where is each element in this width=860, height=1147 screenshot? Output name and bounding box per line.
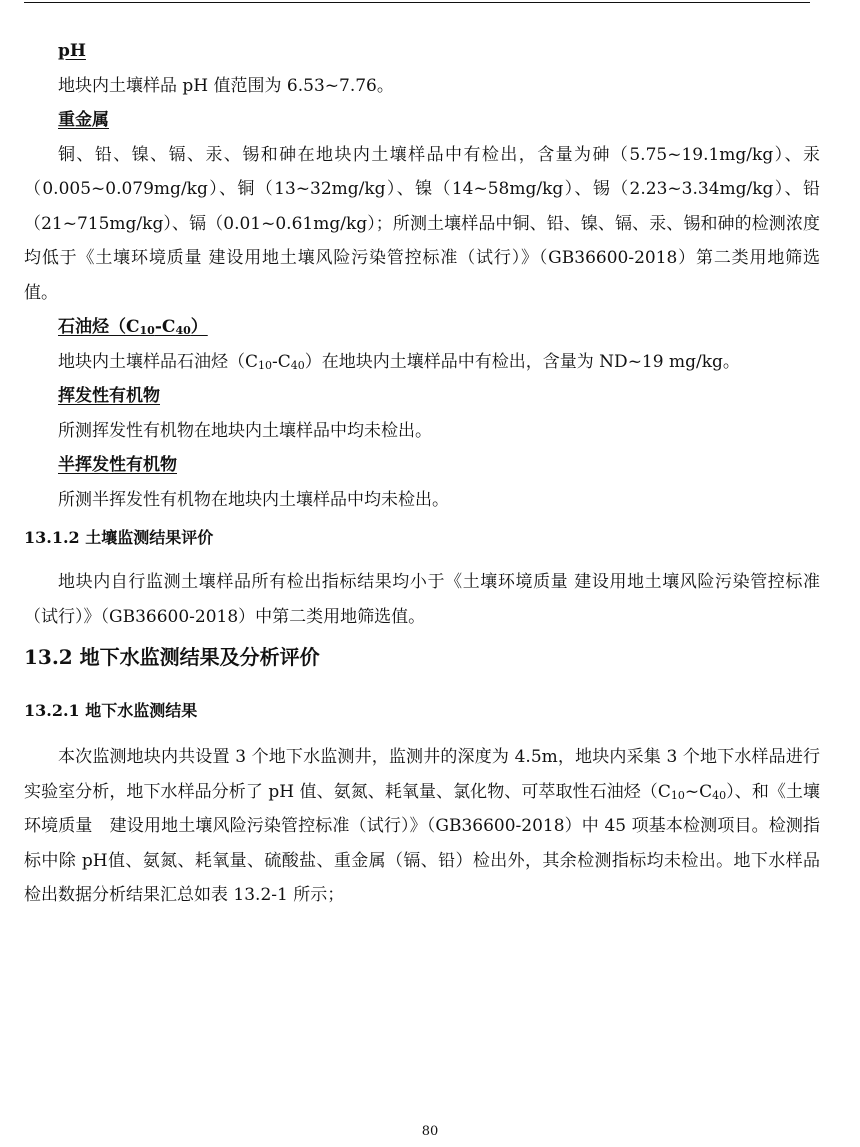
section-13-2-heading: 13.2 地下水监测结果及分析评价 bbox=[24, 645, 320, 669]
metals-heading: 重金属 bbox=[58, 110, 109, 130]
groundwater-paragraph: 本次监测地块内共设置 3 个地下水监测井，监测井的深度为 4.5m，地块内采集 3 个地下水样品进行实验室分析，地下水样品分析了 pH 值、氨氮、耗氧量、氯化物、可萃取性石油烃$(C_{10}\sim C_{40})$、和《土壤环境质量 建设用地土壤风险污染管控标准（试行）》（GB36600-2018）中 45 项基本检测项目。检测指标中除 pH值、氨氮、耗氧量、硫酸盐、重金属（镉、铅）检出外，其余检测指标均未检出。地下水样品检出数据分析结果汇总如表 13.2-1 所示； bbox=[24, 747, 821, 905]
page-number: 80 bbox=[421, 1124, 439, 1139]
document-body bbox=[24, 34, 820, 913]
ph-paragraph: 地块内土壤样品 pH 值范围为 6.53~7.76。 bbox=[58, 75, 394, 96]
voc-paragraph: 所测挥发性有机物在地块内土壤样品中均未检出。 bbox=[58, 420, 432, 441]
petroleum-heading: 石油烃$(C_{10}-C_{40})$ bbox=[58, 317, 208, 337]
svoc-heading: 半挥发性有机物 bbox=[58, 455, 177, 475]
voc-heading: 挥发性有机物 bbox=[58, 386, 160, 406]
svoc-paragraph: 所测半挥发性有机物在地块内土壤样品中均未检出。 bbox=[58, 489, 449, 510]
header-rule bbox=[24, 2, 810, 3]
metals-paragraph: 铜、铅、镍、镉、汞、锡和砷在地块内土壤样品中有检出，含量为砷（5.75~19.1mg/kg）、汞（0.005~0.079mg/kg）、铜（13~32mg/kg）、镍（14~58mg/kg）、锡（2.23~3.34mg/kg）、铅（21~715mg/kg）、镉（0.01~0.61mg/kg）；所测土壤样品中铜、铅、镍、镉、汞、锡和砷的检测浓度均低于《土壤环境质量 建设用地土壤风险污染管控标准（试行）》（GB36600-2018）第二类用地筛选值。 bbox=[24, 144, 820, 303]
section-13-1-2-heading: 13.1.2 土壤监测结果评价 bbox=[24, 528, 214, 547]
section-13-2-1-heading: 13.2.1 地下水监测结果 bbox=[24, 701, 198, 720]
ph-heading: pH bbox=[58, 41, 86, 61]
petroleum-paragraph: 地块内土壤样品石油烃$(C_{10}-C_{40})$在地块内土壤样品中有检出，含量为 ND~19 mg/kg。 bbox=[58, 351, 740, 372]
soil-evaluation-paragraph: 地块内自行监测土壤样品所有检出指标结果均小于《土壤环境质量 建设用地土壤风险污染管控标准（试行）》（GB36600-2018）中第二类用地筛选值。 bbox=[24, 572, 820, 627]
